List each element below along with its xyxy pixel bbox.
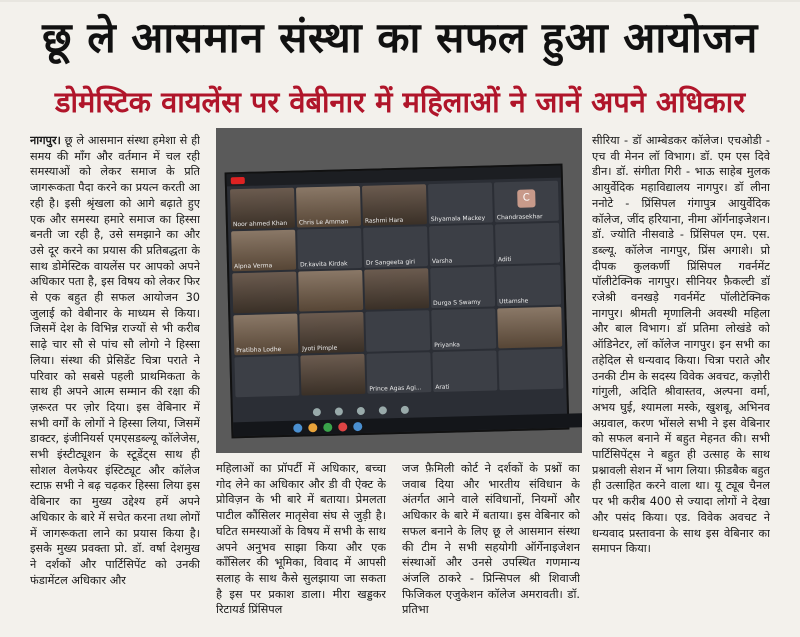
column-1-text: छू ले आसमान संस्था हमेशा से ही समय की माँग और वर्तमान में चल रही समस्याओं को लेकर समाज के प्रति जागरूकता पैदा करने का प्रयत्न करती आ रही है। इसी श्रृंखला को आगे बढ़ाते हुए एक और समस्या हमारे समाज का हिस्सा बनती जा रही है, उसे समझाने का और उसे दूर करने का प्रयास की प्रतिबद्धता के साथ डोमेस्टिक वायलेंस पर आपको अपने अधिकार पता है, इस विषय को लेकर फिर से एक बहुत ही सफल आयोजन 30 जुलाई को वेबीनार के माध्यम से किया। जिसमें देश के विभिन्न राज्यों से भी करीब साढ़े चार सौ से पांच सौ लोगो ने हिस्सा लिया। संस्था की प्रेसिडेंट चित्रा पराते ने परिवार को सबसे पहली प्राथमिकता के साथ ही अपने आत्म सम्मान की रक्षा की ज़रूरत पर ज़ोर दिया। इस वेबिनार में सभी वर्गों के लोगों ने हिस्सा लिया, जिसमें डाक्टर, इंजीनियर्स एमएसडब्ल्यू कॉलेजेस, सभी इंस्टीट्यूशन के स्टूडेंट्स साथ ही सोशल वेलफेयर इंस्टिट्यूट और कॉलेज स्टाफ़ सभी ने बढ़ चढ़कर हिस्सा लिया इस वेबिनार का मुख्य उद्देश्य हमें अपने अधिकार के बारे में सचेत करना तथा लोगों में जागरूकता लाने का प्रयास किया है। इसके मुख्य प्रवक्ता प्रो. डॉ. वर्षा देशमुख ने दर्शकों और पार्टिसिपेंट को उनकी फंडामेंटल अधिकार और: [30, 134, 200, 587]
participant-tile: Prince Agas Agi...: [366, 352, 431, 394]
avatar: C: [517, 189, 535, 207]
participant-tile: Dr Sangeeta giri: [363, 226, 428, 268]
headline: छू ले आसमान संस्था का सफल हुआ आयोजन: [42, 13, 758, 62]
article-column-3: [402, 461, 580, 637]
participant-tile: Noor ahmed Khan: [230, 188, 295, 230]
participant-tile: Arati: [432, 350, 497, 392]
meeting-controls: [313, 406, 409, 419]
participant-tile: Shyamala Mackey: [428, 182, 493, 224]
participant-tile: Jyoti Pimple: [299, 312, 364, 354]
participant-tile: [234, 356, 299, 398]
participant-tile: Alpna Verma: [231, 230, 296, 272]
participant-tile: [365, 310, 430, 352]
top-rule: [0, 0, 800, 2]
webinar-photo: [216, 128, 582, 453]
article-column-4: [592, 133, 770, 633]
participant-tile: [298, 270, 363, 312]
participant-tile: Rashmi Hara: [362, 184, 427, 226]
column-4-text: सीरिया - डॉ आम्बेडकर कॉलेज। एचओडी - एच वी मेनन लॉ विभाग। डॉ. एम एस दिवे डीन। डॉ. संगीता गिरी - भाऊ साहेब मुलक आयुर्वेदिक महाविद्यालय नागपुर। डॉ लीना ननोटे - प्रिंसिपल गंगापुत्र आयुर्वेदिक कॉलेज, जींद हरियाना, नीमा ऑर्गनाइजेशन। डॉ. ज्योति नीसवाडे - प्रिंसिपल एम. एस. डब्ल्यू. कॉलेज नागपुर, प्रिंस अगाशे। प्रो दीपक कुलकर्णी प्रिंसिपल गवर्नमेंट पॉलीटेक्निक नागपुर। सीनियर फ़ैकल्टी डॉ रजेश्री वनखड़े गवर्नमेंट पॉलीटेक्निक नागपुर। श्रीमती मृणालिनी अवस्थी महिला और बाल विभाग। डॉ प्रतिमा लोखंडे को ऑडिनेटर, लॉ कॉलेज नागपुर। इन सभी का तहेदिल से धन्यवाद किया। चित्रा पराते और उनकी टीम के सदस्य विवेक अवचट, कज़ोरी गांगुली, अदिति श्रीवास्तव, अल्पना वर्मा, अभय घुई, श्यामला मस्के, खुशबू, अभिनव अग्रवाल, करण भोंसले सभी ने इस वेबिनार को सफल बनाने में बहुत मेहनत की। सभी पार्टिसिपेंट्स ने बहुत ही उत्साह के साथ प्रश्नावली सेशन में भाग लिया। फ़ीडबैक बहुत ही उत्साहित करने वाला था। यू ट्यूब चैनल पर भी करीब 400 से ज्यादा लोगों ने देखा और पसंद किया। एड. विवेक अवचट ने धन्यवाद प्रस्तावना के साथ इस वेबिनार का समापन किया।: [592, 134, 770, 556]
participant-tile: C Chandrasekhar: [494, 181, 559, 223]
article-column-1: [30, 133, 200, 633]
column-2-text: महिलाओं का प्रॉपर्टी में अधिकार, बच्चा गोद लेने का अधिकार और डी वी ऐक्ट के प्रोविज़न के भी बारे में बताया। प्रेमलता पाटील कौंसिलर मातृसेवा संघ से जुड़ी है। घटित समस्याओं के विषय में सभी के साथ अपने अनुभव साझा किया और एक कॉंसिलर की भूमिका, विवाद में आपसी सलाह के साथ कैसे सुलझाया जा सकता है इस पर प्रकाश डाला। मीरा खड्डकर रिटायर्ड प्रिंसिपल: [216, 462, 386, 617]
participant-tile: Priyanka: [431, 308, 496, 350]
participant-tile: [497, 307, 562, 349]
participant-grid: [227, 178, 566, 401]
participant-tile: Durga S Swamy: [430, 266, 495, 308]
participant-tile: Dr.kavita Kirdak: [297, 228, 362, 270]
article-column-2: [216, 461, 386, 637]
participant-tile: Varsha: [429, 224, 494, 266]
participant-tile: Aditi: [495, 223, 560, 265]
dateline: नागपुर।: [30, 134, 61, 147]
participant-tile: Pratibha Lodhe: [233, 314, 298, 356]
column-3-text: जज फ़ैमिली कोर्ट ने दर्शकों के प्रश्नों का जवाब दिया और भारतीय संविधान के अंतर्गत आने वाले संविधानों, नियमों और अधिकार के बारे में बताया। इस वेबिनार को सफल बनाने के लिए छू ले आसमान संस्था की टीम ने सभी सहयोगी ऑर्गेनाइजेशन संस्थाओं और उनसे उपस्थित गणमान्य अंजलि ठाकरे - प्रिन्सिपल श्री शिवाजी फिजिकल एजुकेशन कॉलेज अमरावती। डॉ. प्रतिभा: [402, 462, 580, 617]
participant-tile: Chris Le Amman: [296, 186, 361, 228]
laptop-screen: [225, 164, 570, 439]
participant-tile: [498, 349, 563, 391]
subheadline: डोमेस्टिक वायलेंस पर वेबीनार में महिलाओं ने जानें अपने अधिकार: [54, 85, 746, 119]
participant-tile: [364, 268, 429, 310]
participant-tile: [232, 272, 297, 314]
participant-tile: Uttamshe: [496, 265, 561, 307]
live-badge: [231, 176, 245, 183]
participant-tile: [300, 354, 365, 396]
